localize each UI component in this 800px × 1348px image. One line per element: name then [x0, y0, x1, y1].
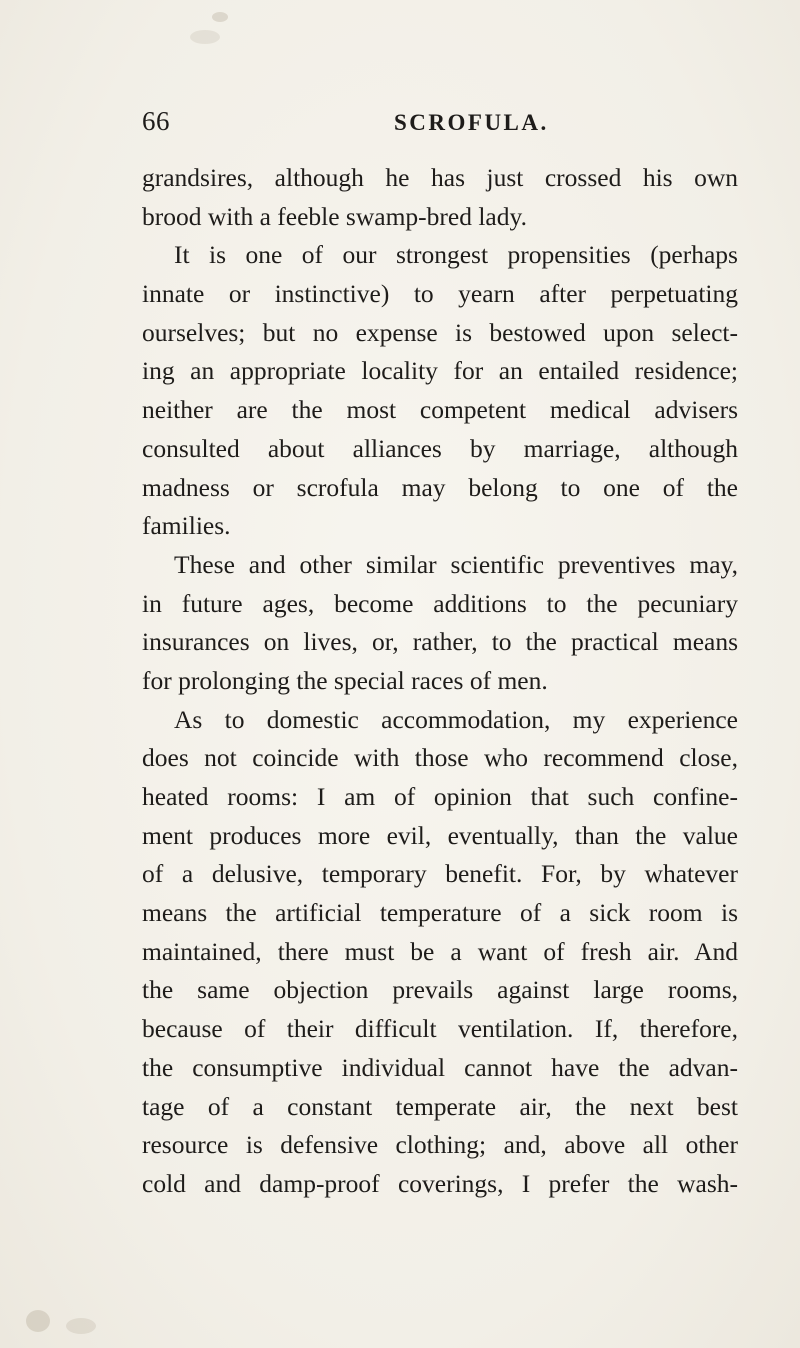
text-line: It is one of our strongest propensities (perhaps [174, 240, 738, 270]
text-line: ment produces more evil, eventually, than the value [142, 820, 738, 850]
text-line: the consumptive individual cannot have the advan- [142, 1052, 738, 1082]
paper-blemish [212, 12, 228, 22]
page-header [142, 106, 742, 142]
text-line: grandsires, although he has just crossed his own [142, 163, 738, 192]
text-line: These and other similar scientific preventives may, [174, 549, 738, 579]
text-line: means the artificial temperature of a sick room is [142, 898, 738, 928]
paper-blemish [190, 30, 220, 44]
text-line: resource is defensive clothing; and, above all other [142, 1130, 738, 1160]
text-line: for prolonging the special races of men. [142, 665, 548, 695]
text-line: madness or scrofula may belong to one of the [142, 472, 738, 502]
text-line: tage of a constant temperate air, the next best [142, 1091, 738, 1121]
running-head: SCROFULA. [394, 110, 549, 135]
text-line: ourselves; but no expense is bestowed upon select- [142, 317, 738, 347]
text-line: brood with a feeble swamp-bred lady. [142, 201, 527, 231]
paper-blemish [66, 1318, 96, 1334]
text-line: does not coincide with those who recommend close, [142, 743, 738, 773]
text-line: heated rooms: I am of opinion that such confine- [142, 782, 738, 811]
text-line: insurances on lives, or, rather, to the practical means [142, 627, 738, 657]
text-line: families. [142, 511, 231, 541]
body-text [142, 159, 738, 1198]
text-line: ing an appropriate locality for an entailed residence; [142, 356, 738, 386]
text-line: in future ages, become additions to the pecuniary [142, 588, 738, 618]
text-line: innate or instinctive) to yearn after perpetuating [142, 279, 738, 309]
text-line: the same objection prevails against large rooms, [142, 975, 738, 1005]
text-line: cold and damp-proof coverings, I prefer the wash- [142, 1168, 738, 1198]
text-line: because of their difficult ventilation. If, therefore, [142, 1014, 738, 1044]
text-line: maintained, there must be a want of fresh air. And [142, 936, 738, 966]
text-line: of a delusive, temporary benefit. For, by whatever [142, 859, 738, 889]
paper-blemish [26, 1310, 50, 1332]
text-line: consulted about alliances by marriage, although [142, 433, 738, 463]
page-number: 66 [142, 106, 170, 136]
text-line: neither are the most competent medical advisers [142, 395, 738, 425]
text-line: As to domestic accommodation, my experience [174, 704, 738, 734]
